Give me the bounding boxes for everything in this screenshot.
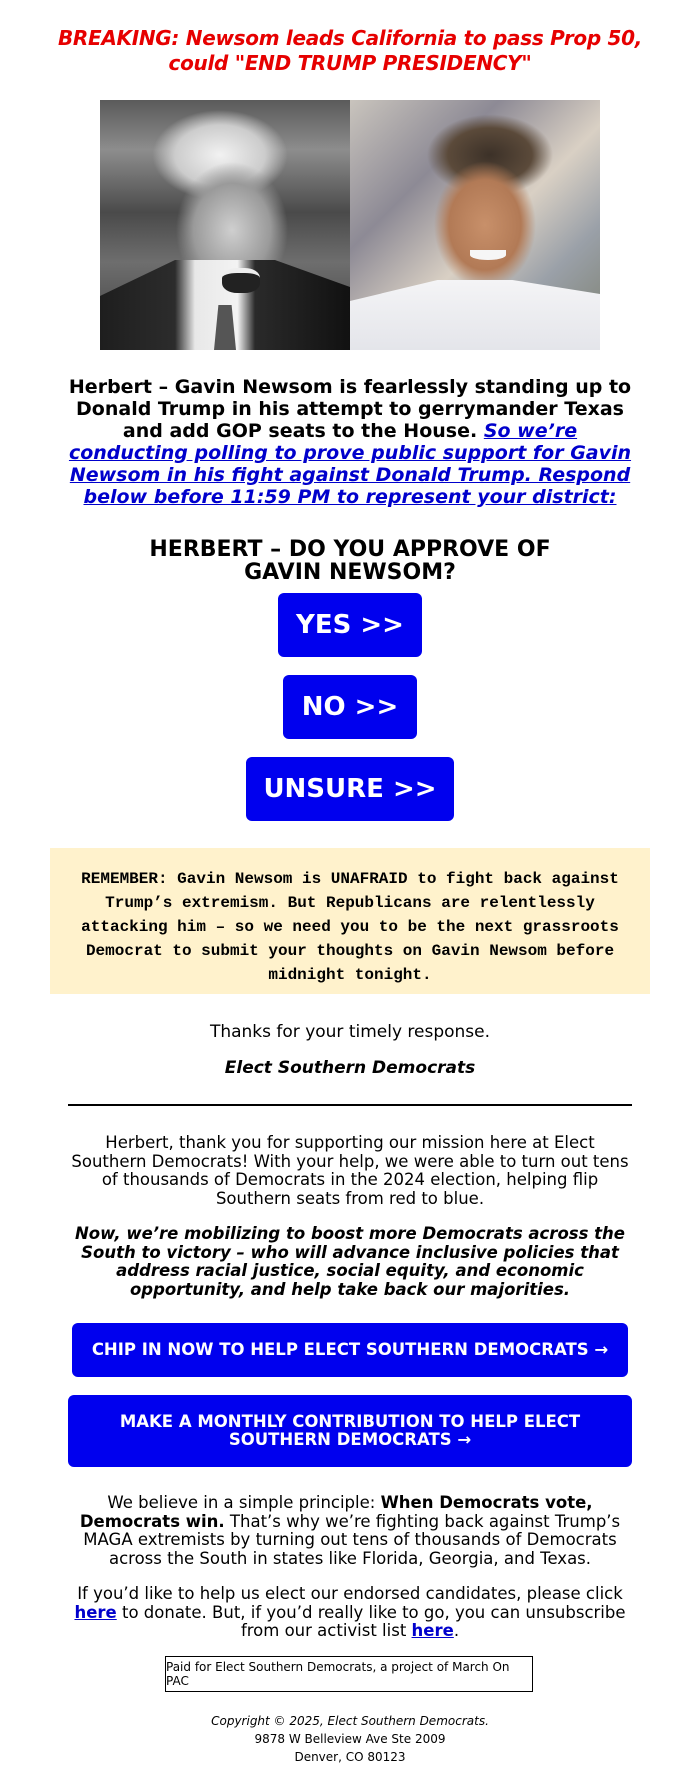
unsure-button[interactable]: UNSURE >>: [246, 757, 454, 821]
belief-paragraph: [70, 1494, 630, 1568]
address-line-1: 9878 W Belleview Ave Ste 2009: [254, 1732, 446, 1746]
trump-photo: [100, 100, 350, 350]
intro-paragraph: [64, 376, 636, 508]
question-line-1: HERBERT – DO YOU APPROVE OF: [149, 537, 551, 562]
monthly-contribution-button[interactable]: MAKE A MONTHLY CONTRIBUTION TO HELP ELECT SOUTHERN DEMOCRATS →: [68, 1395, 632, 1467]
no-button[interactable]: NO >>: [283, 675, 417, 739]
remember-callout: REMEMBER: Gavin Newsom is UNAFRAID to fight back against Trump’s extremism. But Republicans are relentlessly attacking him – so we need you to be the next grassroots Democrat to submit your thoughts on Gavin Newsom before midnight tonight.: [50, 848, 650, 994]
newsom-photo: [350, 100, 600, 350]
headline-line-1: BREAKING: Newsom leads California to pass Prop 50,: [57, 26, 643, 50]
poll-question: [100, 538, 600, 584]
org-signature: Elect Southern Democrats: [224, 1058, 476, 1078]
intro-text: Herbert – Gavin Newsom is fearlessly standing up to Donald Trump in his attempt to gerrymander Texas and add GOP seats to the House.: [68, 376, 632, 442]
address-line-2: Denver, CO 80123: [294, 1750, 406, 1764]
paid-for-disclaimer: Paid for Elect Southern Democrats, a project of March On PAC: [165, 1656, 533, 1692]
thanks-text: Thanks for your timely response.: [209, 1022, 491, 1042]
mouth-shape: [222, 268, 260, 293]
mobilize-paragraph: Now, we’re mobilizing to boost more Democrats across the South to victory – who will advance inclusive policies that address racial justice, social equity, and economic opportunity, and help take back our majorities.: [74, 1224, 625, 1299]
donate-paragraph: [70, 1585, 630, 1641]
shirt-shape: [350, 280, 600, 350]
yes-button[interactable]: YES >>: [278, 593, 422, 657]
chip-in-button[interactable]: CHIP IN NOW TO HELP ELECT SOUTHERN DEMOCRATS →: [72, 1323, 628, 1377]
mission-paragraph: Herbert, thank you for supporting our mission here at Elect Southern Democrats! With your help, we were able to turn out tens of thousands of Democrats in the 2024 election, helping flip Southern seats from red to blue.: [71, 1133, 629, 1208]
donate-text-1: If you’d like to help us elect our endorsed candidates, please click: [77, 1584, 623, 1603]
breaking-headline: [40, 26, 660, 76]
headline-line-2: could "END TRUMP PRESIDENCY": [168, 51, 532, 75]
copyright: Copyright © 2025, Elect Southern Democrats.: [211, 1714, 489, 1728]
belief-prefix: We believe in a simple principle:: [107, 1493, 381, 1512]
smile-shape: [470, 250, 506, 260]
hero-image[interactable]: [100, 100, 600, 350]
belief-suffix: That’s why we’re fighting back against Trump’s MAGA extremists by turning out tens of thousands of Democrats across the South in states like Florida, Georgia, and Texas.: [83, 1511, 621, 1568]
polling-link[interactable]: So we’re conducting polling to prove public support for Gavin Newsom in his fight against Donald Trump. Respond below before 11:59 PM to represent your district:: [68, 420, 632, 508]
divider: [68, 1104, 632, 1106]
question-line-2: GAVIN NEWSOM?: [244, 560, 456, 585]
donate-text-2: to donate. But, if you’d really like to go, you can unsubscribe from our activist list: [116, 1602, 626, 1640]
belief-bold: When Democrats vote, Democrats win.: [79, 1493, 593, 1531]
footer: [0, 1712, 700, 1766]
unsubscribe-link[interactable]: here: [411, 1621, 454, 1640]
donate-link[interactable]: here: [74, 1602, 117, 1622]
donate-text-3: .: [453, 1621, 460, 1640]
